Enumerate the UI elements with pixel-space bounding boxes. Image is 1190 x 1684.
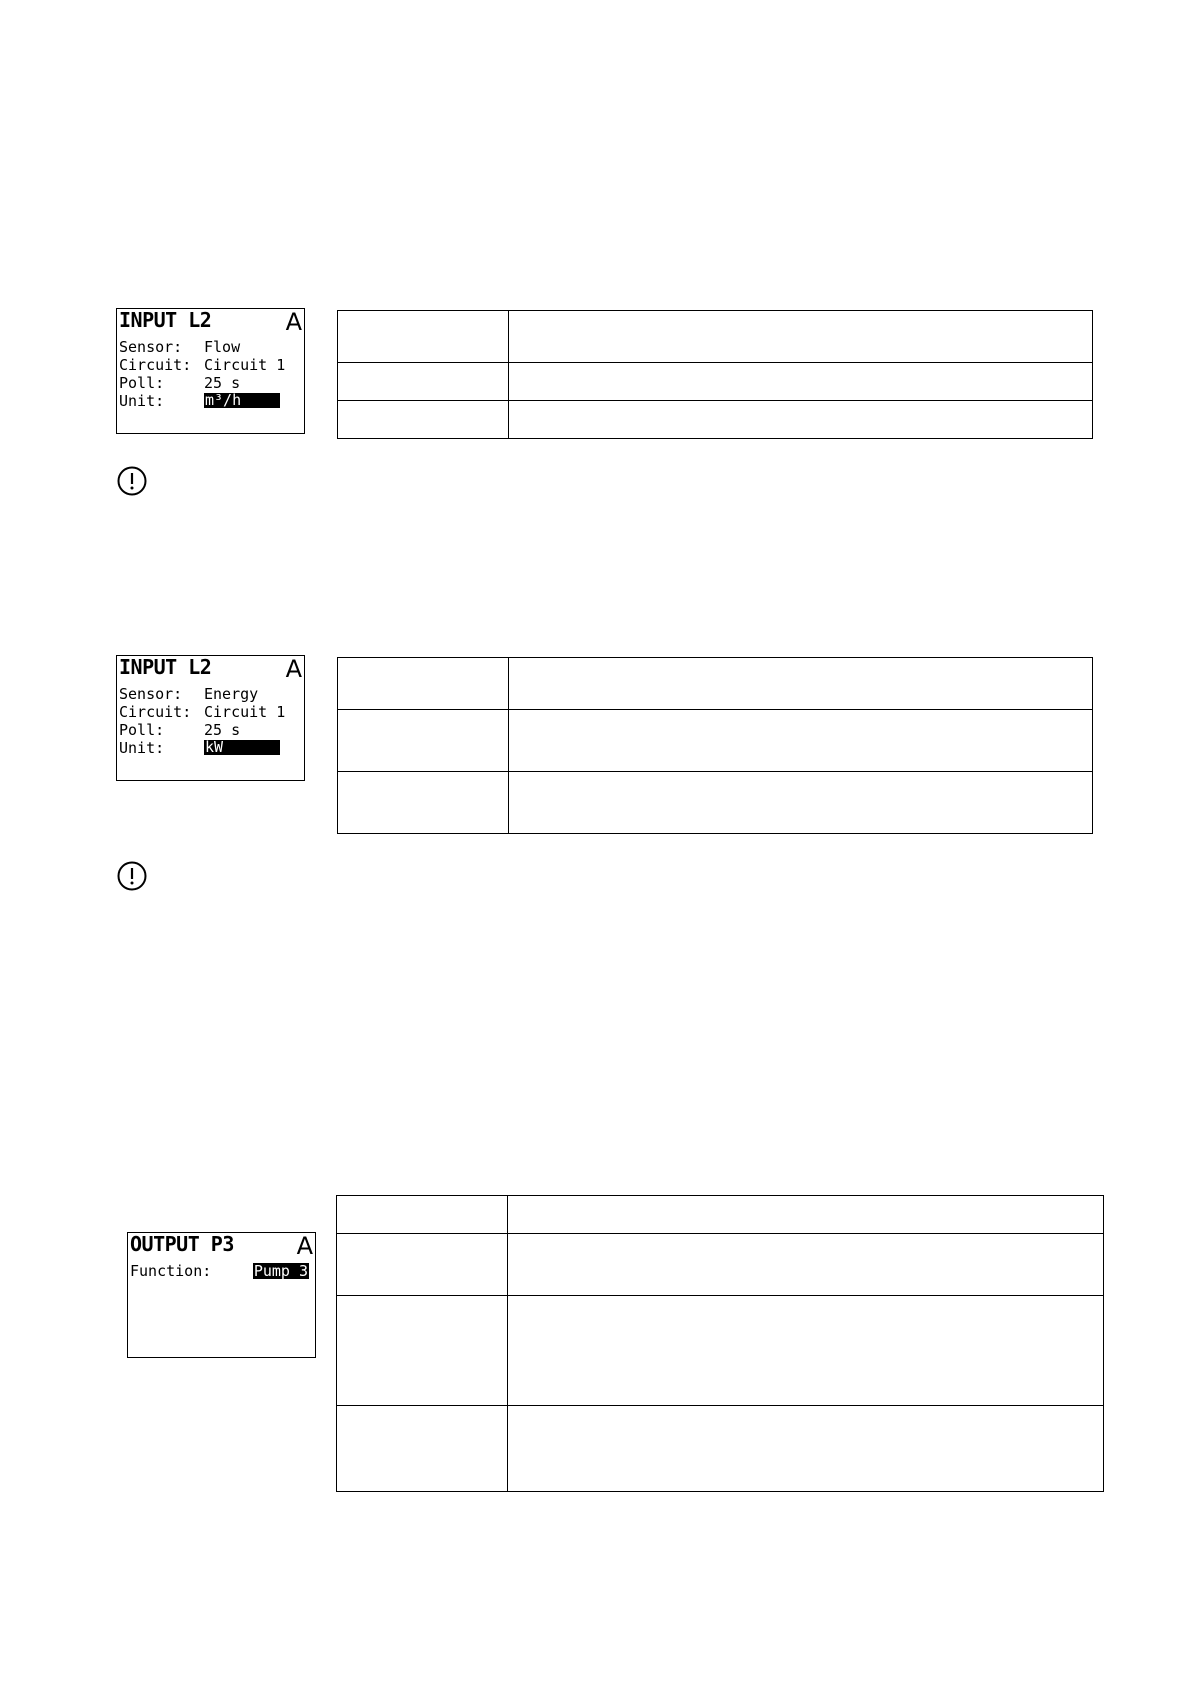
lcd-label: Function: [130, 1262, 212, 1280]
table-row [338, 311, 1093, 363]
table-cell [509, 658, 1093, 710]
lcd-value: 25 s [204, 721, 241, 739]
lcd-row-sensor [119, 685, 299, 703]
table-row [337, 1406, 1104, 1492]
lcd-title: INPUT L2 [119, 655, 212, 679]
lcd-display-output-p3 [127, 1232, 316, 1358]
table-cell [338, 658, 509, 710]
lcd-selected-value: kW [204, 740, 280, 755]
lcd-value: Flow [204, 338, 241, 356]
parameter-table-3 [336, 1195, 1104, 1492]
table-cell [338, 311, 509, 363]
lcd-label: Circuit: [119, 703, 192, 721]
table-row [338, 658, 1093, 710]
table-cell [338, 401, 509, 439]
table-row [338, 772, 1093, 834]
lcd-label: Circuit: [119, 356, 192, 374]
lcd-display-input-l2-flow [116, 308, 305, 434]
lcd-row-sensor [119, 338, 299, 356]
parameter-table-1 [337, 310, 1093, 439]
table-cell [508, 1196, 1104, 1234]
lcd-label: Unit: [119, 392, 165, 410]
table-row [337, 1234, 1104, 1296]
mode-a-icon: A [296, 1232, 313, 1260]
lcd-label: Sensor: [119, 338, 183, 356]
table-row [337, 1296, 1104, 1406]
lcd-row-function [130, 1262, 313, 1280]
table-cell [337, 1296, 508, 1406]
lcd-value: Energy [204, 685, 259, 703]
lcd-row-circuit [119, 356, 299, 374]
table-cell [337, 1234, 508, 1296]
mode-a-icon: A [285, 308, 302, 336]
table-row [338, 401, 1093, 439]
table-cell [338, 710, 509, 772]
lcd-selected-value: Pump 3 [253, 1262, 308, 1280]
table-cell [338, 363, 509, 401]
lcd-value: 25 s [204, 374, 241, 392]
lcd-value: Circuit 1 [204, 703, 286, 721]
lcd-row-poll [119, 721, 299, 739]
caution-icon [117, 466, 147, 496]
table-cell [508, 1234, 1104, 1296]
lcd-title: INPUT L2 [119, 308, 212, 332]
table-row [338, 710, 1093, 772]
table-cell [338, 772, 509, 834]
table-cell [509, 772, 1093, 834]
table-cell [509, 363, 1093, 401]
lcd-label: Sensor: [119, 685, 183, 703]
lcd-row-circuit [119, 703, 299, 721]
parameter-table-2 [337, 657, 1093, 834]
table-cell [508, 1406, 1104, 1492]
table-cell [509, 710, 1093, 772]
table-cell [509, 311, 1093, 363]
table-cell [508, 1296, 1104, 1406]
caution-icon [117, 861, 147, 891]
table-row [337, 1196, 1104, 1234]
lcd-display-input-l2-energy [116, 655, 305, 781]
lcd-row-unit [119, 739, 299, 757]
table-cell [337, 1196, 508, 1234]
lcd-label: Poll: [119, 721, 165, 739]
lcd-title: OUTPUT P3 [130, 1232, 234, 1256]
lcd-label: Unit: [119, 739, 165, 757]
lcd-row-poll [119, 374, 299, 392]
table-row [338, 363, 1093, 401]
table-cell [337, 1406, 508, 1492]
lcd-value: Circuit 1 [204, 356, 286, 374]
lcd-row-unit [119, 392, 299, 410]
table-cell [509, 401, 1093, 439]
mode-a-icon: A [285, 655, 302, 683]
lcd-label: Poll: [119, 374, 165, 392]
lcd-selected-value: m³/h [204, 393, 280, 408]
